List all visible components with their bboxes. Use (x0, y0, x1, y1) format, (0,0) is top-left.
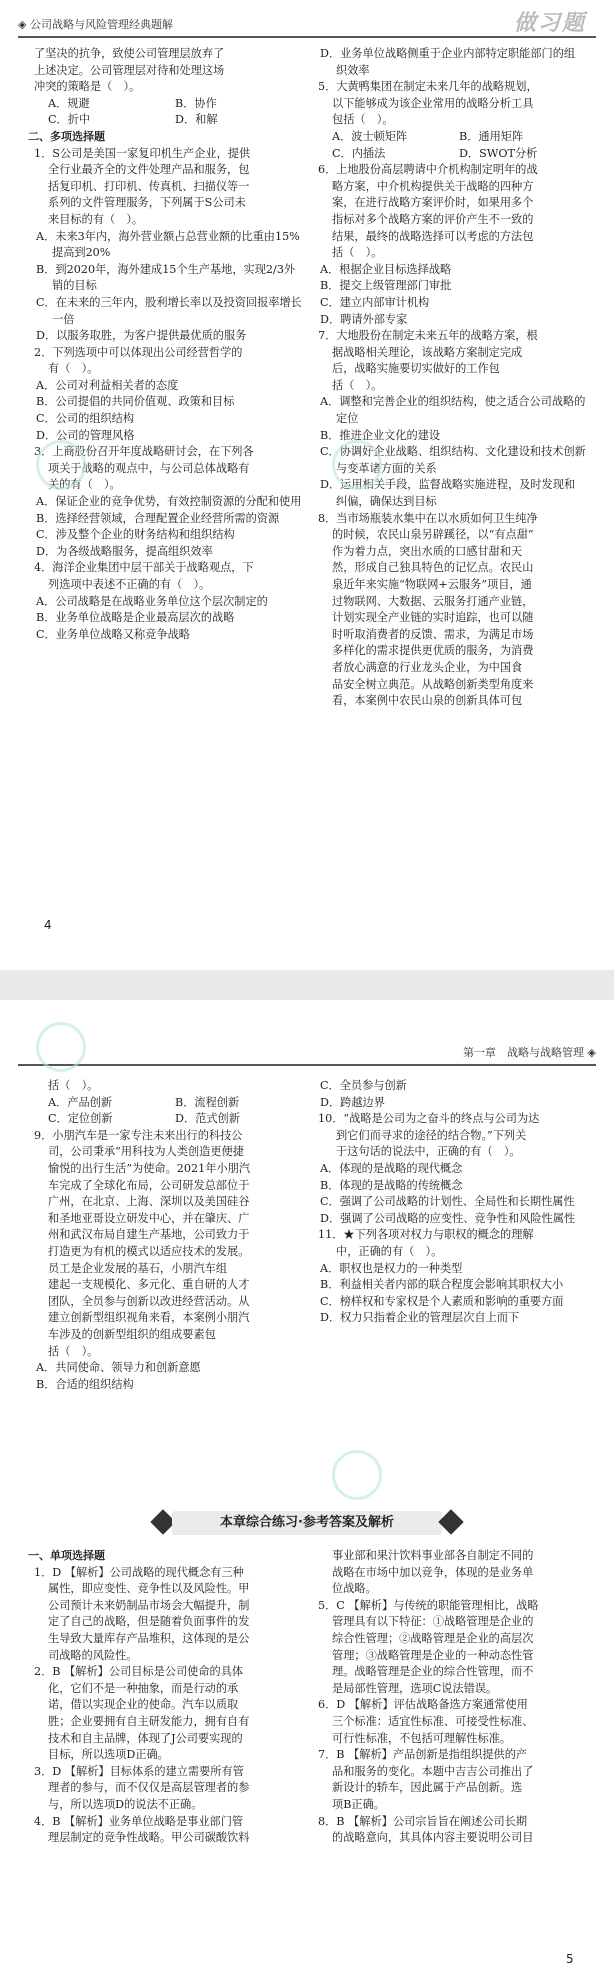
diamond-icon (438, 1509, 463, 1534)
answer-line: 战略在市场中加以竞争，体现的是业务单 (332, 1565, 534, 1579)
watermark-logo (332, 1450, 382, 1500)
answer-6 (318, 1697, 586, 1747)
stem-line: 然，形成自己独具特色的记忆点。农民山 (332, 561, 534, 575)
stem-line: 于这句话的说法中，正确的有（ ）。 (336, 1145, 521, 1159)
option: D．公司的管理风格 (36, 428, 135, 442)
answers-left-column (28, 1548, 302, 1847)
answer-line: 5．C 【解析】与传统的职能管理相比，战略 (318, 1598, 539, 1612)
chapter-title: 第一章 战略与战略管理 ◈ (463, 1046, 596, 1059)
answer-line: 公司预计未来奶制品市场会大幅提升，制 (48, 1598, 250, 1612)
stem-line: 略方案，中介机构提供关于战略的四种方 (332, 179, 534, 193)
option: A．未来3年内，海外营业额占总营业额的比重由15%提高到20% (36, 229, 300, 260)
option: B．利益相关者内部的联合程度会影响其职权大小 (320, 1278, 564, 1292)
question-5 (318, 79, 586, 162)
question-6 (318, 162, 586, 328)
stem-line: 广州，在北京、上海、深圳以及美国硅谷 (48, 1195, 250, 1209)
option: B．公司提倡的共同价值观、政策和目标 (36, 395, 235, 409)
stem-line: 5．大黄鸭集团在制定未来几年的战略规划， (318, 80, 538, 94)
stem-line: 愉悦的出行生活”为使命。2021年小朋汽 (48, 1161, 251, 1175)
option: B．到2020年，海外建成15个生产基地，实现2/3外销的目标 (36, 262, 296, 293)
answer-line: 的战略意向，其具体内容主要说明公司目 (332, 1831, 534, 1845)
answer-line: 化，它们不是一种抽象，而是行动的承 (48, 1681, 239, 1695)
option: B．体现的是战略的传统概念 (320, 1178, 463, 1192)
stem-line: 来目标的有（ ）。 (48, 212, 144, 226)
text-line: 上述决定。公司管理层对待和处理这场 (34, 63, 225, 77)
watermark-logo (36, 1022, 86, 1072)
stem-line: 以下能够成为该企业常用的战略分析工具 (332, 96, 534, 110)
left-column (28, 46, 302, 643)
stem-line: 的时候，农民山泉另辟蹊径，以“有点甜” (332, 528, 534, 542)
page-gap (0, 970, 614, 1000)
answer-line: 管理具有以下特征：①战略管理是企业的 (332, 1615, 534, 1629)
brand-watermark: 做习题 (513, 11, 586, 36)
answer-line: 品和服务的变化。本题中吉吉公司推出了 (332, 1764, 534, 1778)
stem-line: 系列的文件管理服务，下列属于S公司未 (48, 196, 246, 210)
answer-4 (34, 1814, 302, 1847)
stem-line: 4．海洋企业集团中层干部关于战略观点，下 (34, 561, 254, 575)
stem-line: 员工是企业发展的基石，小朋汽车组 (48, 1261, 228, 1275)
page-5 (0, 1000, 614, 1986)
option: B．协作 (175, 96, 217, 110)
option: A．体现的是战略的现代概念 (320, 1161, 463, 1175)
option: C．折中 (48, 113, 91, 127)
option: A．产品创新 (48, 1095, 113, 1109)
answer-line: 是局部性管理，选项C说法错误。 (332, 1681, 498, 1695)
answer-line: 胜；企业要拥有自主研发能力，拥有自有 (48, 1714, 250, 1728)
question-11 (318, 1227, 586, 1327)
answer-line: 3．D 【解析】目标体系的建立需要所有管 (34, 1764, 244, 1778)
option: C．涉及整个企业的财务结构和组织结构 (36, 528, 235, 542)
stem-line: 作为着力点，突出水质的口感甘甜和天 (332, 544, 523, 558)
option: D．范式创新 (175, 1112, 240, 1126)
answer-line: 理者的参与，而不仅仅是高层管理者的参 (48, 1781, 250, 1795)
stem-line: 案，在进行战略方案评价时，如果用多个 (332, 196, 534, 210)
answer-line: 2．B 【解析】公司目标是公司使命的具体 (34, 1665, 244, 1679)
stem-line: 括复印机、打印机、传真机、扫描仪等一 (48, 179, 250, 193)
answer-line: 三个标准：适宜性标准、可接受性标准、 (332, 1714, 534, 1728)
stem-line: 时听取消费者的反馈、需求，为满足市场 (332, 627, 534, 641)
stem-line: 到它们而寻求的途径的结合物。”下列关 (336, 1128, 527, 1142)
stem-line: 泉近年来实施“物联网+云服务”项目，通 (332, 578, 532, 591)
stem-line: 结果，最终的战略选择可以考虑的方法包 (332, 229, 534, 243)
stem-line: 团队，全员参与创新以改进经营活动。从 (48, 1294, 250, 1308)
watermark-logo (36, 440, 86, 490)
option: A．公司对利益相关者的态度 (36, 378, 179, 392)
answer-1 (34, 1565, 302, 1665)
answer-2 (34, 1664, 302, 1764)
option-row (48, 96, 302, 113)
book-title: ◈ 公司战略与风险管理经典题解 (18, 18, 173, 31)
left-column (34, 1078, 302, 1393)
stem-line: 7．大地股份在制定未来五年的战略方案，根 (318, 329, 538, 343)
header-rule (18, 36, 596, 38)
answer-line: 可行性标准，不包括可理解性标准。 (332, 1731, 512, 1745)
stem-line: 括（ ）。 (332, 246, 383, 260)
stem-line: 司，公司秉承“用科技为人类创造更便捷 (48, 1145, 244, 1159)
option-row (48, 1095, 302, 1112)
option: B．合适的组织结构 (36, 1377, 134, 1391)
stem-line: 8．当市场瓶装水集中在以水质如何卫生纯净 (318, 511, 538, 525)
stem-line: 列选项中表述不正确的有（ ）。 (48, 578, 211, 591)
answer-line: 管理；③战略管理是企业的一种动态性管 (332, 1648, 534, 1662)
option: C．全员参与创新 (320, 1079, 407, 1092)
stem-line: 10．“战略是公司为之奋斗的终点与公司为达 (318, 1112, 540, 1126)
page-header (18, 6, 596, 36)
answer-line: 7．B 【解析】产品创新是指组织提供的产 (318, 1748, 528, 1762)
option: D．跨越边界 (320, 1095, 385, 1109)
option: A．共同使命、领导力和创新意愿 (36, 1361, 201, 1375)
stem-line: 看，本案例中农民山泉的创新具体可包 (332, 694, 523, 708)
stem-line: 品安全树立典范。从战略创新类型角度来 (332, 677, 534, 691)
stem-line: 者放心满意的行业龙头企业，为中国食 (332, 660, 523, 674)
option: A．调整和完善企业的组织结构，使之适合公司战略的定位 (320, 395, 586, 426)
answers-banner (150, 1508, 464, 1538)
answer-line: 6．D 【解析】评估战略备选方案通常使用 (318, 1698, 528, 1712)
option: C．建立内部审计机构 (320, 295, 430, 309)
answer-line: 4．B 【解析】业务单位战略是事业部门管 (34, 1814, 244, 1828)
option: A．根据企业目标选择战略 (320, 262, 452, 276)
option: D．以服务取胜，为客户提供最优质的服务 (36, 329, 247, 343)
section-heading: 二、多项选择题 (28, 129, 105, 143)
option: B．流程创新 (175, 1095, 240, 1109)
option: B．推进企业文化的建设 (320, 428, 441, 442)
stem-line: 关的有（ ）。 (48, 478, 121, 492)
stem-line: 6．上地股份高层聘请中介机构制定明年的战 (318, 163, 538, 177)
answer-line: 理。战略管理是企业的综合性管理，而不 (332, 1665, 534, 1679)
stem-line: 3．上商股份召开年度战略研讨会，在下列各 (34, 445, 254, 459)
option: D．强调了公司战略的应变性、竞争性和风险性属性 (320, 1211, 576, 1225)
answer-3 (34, 1764, 302, 1814)
page-number: 5 (566, 1952, 574, 1966)
watermark-logo (332, 440, 382, 490)
answer-line: 新设计的轿车，因此属于产品创新。选 (332, 1781, 523, 1795)
question-4 (34, 560, 302, 643)
stem-line: 包括（ ）。 (332, 113, 394, 127)
right-column (318, 46, 586, 710)
answer-line: 诺，借以实现企业的使命。汽车以质取 (48, 1698, 239, 1712)
stem-line: 1．S公司是美国一家复印机生产企业，提供 (34, 146, 251, 160)
answer-line: 位战略。 (332, 1582, 377, 1596)
option: D．SWOT分析 (459, 146, 538, 160)
answers-banner-title: 本章综合练习·参考答案及解析 (172, 1511, 442, 1535)
option: B．提交上级管理部门审批 (320, 279, 452, 293)
page-4 (0, 0, 614, 970)
option: A．规避 (48, 96, 90, 110)
answer-line: 目标，所以选项D正确。 (48, 1748, 169, 1762)
stem-line: 11．★下列各项对权力与职权的概念的理解 (318, 1228, 534, 1242)
answer-5 (318, 1598, 586, 1698)
option: C．内插法 (332, 146, 386, 160)
stem-line: 和圣地亚哥设立研发中心，并在肇庆、广 (48, 1211, 250, 1225)
answer-line: 项B正确。 (332, 1797, 385, 1811)
option: D．和解 (175, 113, 218, 127)
text-line: 冲突的策略是（ ）。 (34, 80, 141, 94)
option: C．榜样权和专家权是个人素质和影响的重要方面 (320, 1294, 564, 1308)
answer-line: 司战略的风险性。 (48, 1648, 138, 1662)
option: C．公司的组织结构 (36, 412, 135, 426)
option: D．业务单位战略侧重于企业内部特定职能部门的组织效率 (320, 47, 576, 77)
option-row (332, 129, 586, 146)
stem-line: 车涉及的创新型组织的组成要素包 (48, 1327, 216, 1341)
stem-line: 打造更为有机的模式以适应技术的发展。 (48, 1244, 250, 1258)
answer-7 (318, 1747, 586, 1813)
stem-line: 2．下列选项中可以体现出公司经营哲学的 (34, 345, 243, 359)
option: D．权力只指着企业的管理层次自上而下 (320, 1311, 520, 1325)
stem-line: 全行业最齐全的文件处理产品和服务，包 (48, 163, 250, 177)
option: C．定位创新 (48, 1112, 113, 1126)
question-10 (318, 1111, 586, 1227)
option: A．职权也是权力的一种类型 (320, 1261, 463, 1275)
option: B．通用矩阵 (459, 129, 524, 143)
stem-line: 车完成了全球化布局，公司研发总部位于 (48, 1178, 250, 1192)
answer-line: 定了自己的战略，但是随着负面事件的发 (48, 1615, 250, 1629)
answer-line: 与，所以选项D的说法不正确。 (48, 1797, 203, 1811)
stem-line: 项关于战略的观点中，与公司总体战略有 (48, 461, 250, 475)
option-row (48, 1111, 302, 1128)
option: C．协调好企业战略、组织结构、文化建设和技术创新与变革诸方面的关系 (320, 445, 586, 475)
stem-line: 过物联网、大数据、云服务打通产业链， (332, 594, 534, 608)
stem-line: 括（ ）。 (332, 378, 383, 392)
question-8 (318, 511, 586, 710)
stem-line: 9．小朋汽车是一家专注未来出行的科技公 (34, 1128, 243, 1142)
option: A．波士顿矩阵 (332, 129, 408, 143)
stem-line: 后，战略实施要切实做好的工作包 (332, 362, 500, 376)
option: D．运用相关手段，监督战略实施进程，及时发现和纠偏，确保达到目标 (320, 478, 576, 509)
answer-line: 8．B 【解析】公司宗旨旨在阐述公司长期 (318, 1814, 528, 1828)
right-column (318, 1078, 586, 1327)
text-line: 了坚决的抗争，致使公司管理层放弃了 (34, 47, 225, 60)
option-row (48, 112, 302, 129)
stem-line: 计划实现全产业链的实时追踪，也可以随 (332, 611, 534, 625)
page-header (18, 1040, 596, 1066)
answer-line: 属性，即应变性、竞争性以及风险性。甲 (48, 1582, 250, 1596)
option: A．公司战略是在战略业务单位这个层次制定的 (36, 594, 268, 608)
option: B．业务单位战略是企业最高层次的战略 (36, 611, 235, 625)
option: D．为各级战略服务，提高组织效率 (36, 544, 213, 558)
option: A．保证企业的竞争优势，有效控制资源的分配和使用 (36, 495, 302, 509)
question-2 (34, 345, 302, 445)
stem-line: 多样化的需求提供更优质的服务，为消费 (332, 644, 534, 658)
answer-line: 事业部和果汁饮料事业部各自制定不同的 (332, 1549, 534, 1562)
stem-line: 中，正确的有（ ）。 (336, 1244, 443, 1258)
option: C．强调了公司战略的计划性、全局性和长期性属性 (320, 1195, 575, 1209)
stem-line: 括（ ）。 (48, 1344, 99, 1358)
question-9 (34, 1128, 302, 1394)
answer-line: 生导致大量库存产品堆积，这体现的是公 (48, 1631, 250, 1645)
stem-line: 据战略相关理论，该战略方案制定完成 (332, 345, 523, 359)
option: B．选择经营领域，合理配置企业经营所需的资源 (36, 511, 280, 525)
stem-line: 建起一支规模化、多元化、重自研的人才 (48, 1278, 250, 1292)
answer-line: 技术和自主品牌，体现了J公司要实现的 (48, 1731, 243, 1745)
option-row (332, 146, 586, 163)
question-1 (34, 146, 302, 345)
answer-line: 1．D 【解析】公司战略的现代概念有三种 (34, 1565, 244, 1579)
option: D．聘请外部专家 (320, 312, 408, 326)
answers-right-column (318, 1548, 586, 1847)
option: C．在未来的三年内，股利增长率以及投资回报率增长一倍 (36, 295, 302, 326)
text-line: 括（ ）。 (48, 1079, 99, 1092)
stem-line: 州和武汉布局自建生产基地，公司致力于 (48, 1228, 250, 1242)
header-rule (18, 1064, 596, 1066)
answer-line: 理层制定的竞争性战略。甲公司碳酸饮料 (48, 1831, 250, 1845)
answer-8 (318, 1814, 586, 1847)
stem-line: 有（ ）。 (48, 362, 99, 376)
section-heading: 一、单项选择题 (28, 1549, 105, 1562)
option: C．业务单位战略又称竞争战略 (36, 627, 190, 641)
page-number: 4 (44, 918, 52, 932)
answer-line: 综合性管理；②战略管理是企业的高层次 (332, 1631, 534, 1645)
stem-line: 建立创新型组织视角来看，本案例小朋汽 (48, 1311, 250, 1325)
stem-line: 指标对多个战略方案的评价产生不一致的 (332, 212, 534, 226)
